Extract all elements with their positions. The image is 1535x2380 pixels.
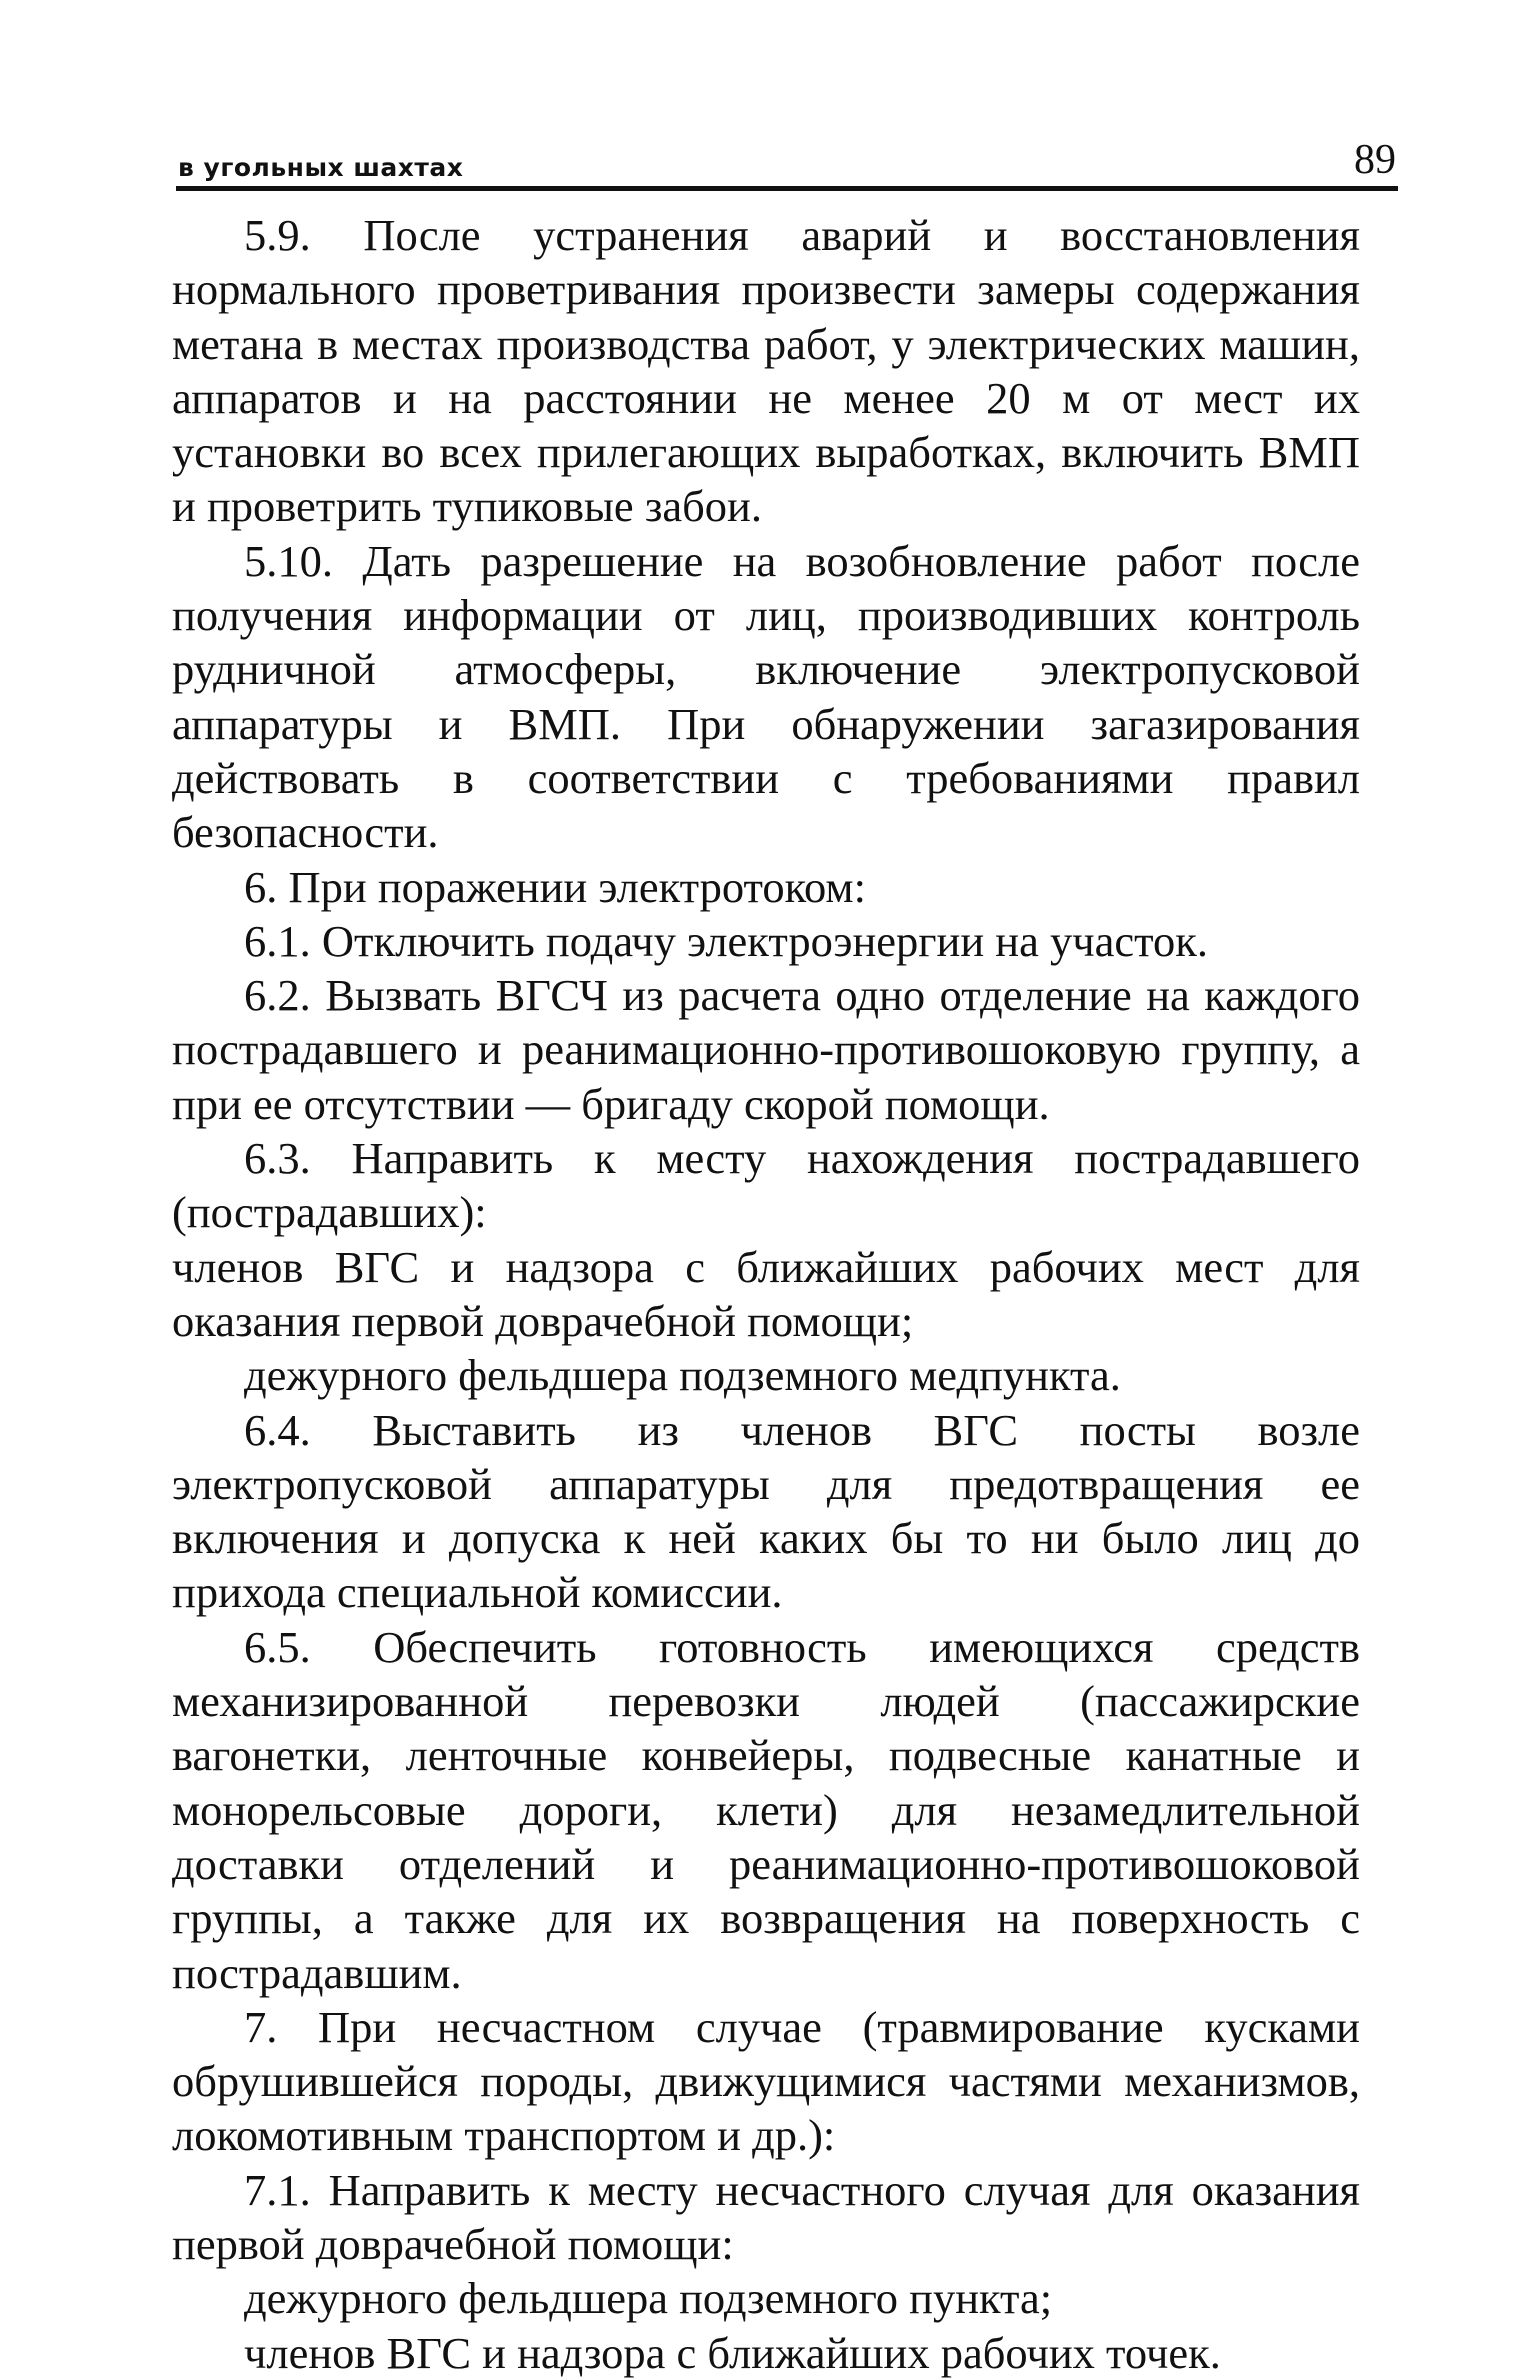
- body-text: [172, 208, 1360, 2380]
- paragraph-5-9: 5.9. После устранения аварий и восстановления нормального проветривания произвести замеры содержания метана в местах производства работ, у электрических машин, аппаратов и на расстоянии не менее 20 м от мест их установки во всех прилегающих выработках, включить ВМП и проветрить тупиковые забои.: [172, 210, 1360, 532]
- page-number: 89: [1354, 137, 1396, 183]
- paragraph-7-1: 7.1. Направить к месту несчастного случая для оказания первой доврачебной помощи:: [172, 2164, 1360, 2269]
- paragraph-6-1: 6.1. Отключить подачу электроэнергии на участок.: [244, 915, 1208, 966]
- list-item-7-1-a: дежурного фельдшера подземного пункта;: [244, 2273, 1053, 2324]
- list-item-7-1-b: членов ВГС и надзора с ближайших рабочих точек.: [244, 2327, 1221, 2378]
- paragraph-5-10: 5.10. Дать разрешение на возобновление работ после получения информации от лиц, производивших контроль рудничной атмосферы, включение электропусковой аппаратуры и ВМП. При обнаружении загазирования действовать в соответствии с требованиями правил безопасности.: [172, 535, 1360, 858]
- paragraph-6-2: 6.2. Вызвать ВГСЧ из расчета одно отделение на каждого пострадавшего и реанимационно-противошоковую группу, а при ее отсутствии — бригаду скорой помощи.: [172, 970, 1360, 1129]
- section-title: в угольных шахтах: [178, 153, 464, 182]
- list-item-6-3-b: дежурного фельдшера подземного медпункта.: [244, 1350, 1121, 1401]
- paragraph-6-3: 6.3. Направить к месту нахождения пострадавшего (пострадавших):: [172, 1133, 1360, 1238]
- paragraph-6-5: 6.5. Обеспечить готовность имеющихся средств механизированной перевозки людей (пассажирские вагонетки, ленточные конвейеры, подвесные канатные и монорельсовые дороги, клети) для незамедлительной доставки отделений и реанимационно-противошоковой группы, а также для их возвращения на поверхность с пострадавшим.: [172, 1621, 1360, 1998]
- list-item-6-3-a: членов ВГС и надзора с ближайших рабочих мест для оказания первой доврачебной помощи;: [172, 1241, 1360, 1346]
- heading-6: 6. При поражении электротоком:: [244, 861, 866, 912]
- paragraph-6-4: 6.4. Выставить из членов ВГС посты возле электропусковой аппаратуры для предотвращения ее включения и допуска к ней каких бы то ни было лиц до прихода специальной комиссии.: [172, 1404, 1360, 1618]
- heading-7: 7. При несчастном случае (травмирование кусками обрушившейся породы, движущимися частями механизмов, локомотивным транспортом и др.):: [172, 2001, 1360, 2161]
- running-head: [176, 124, 1398, 191]
